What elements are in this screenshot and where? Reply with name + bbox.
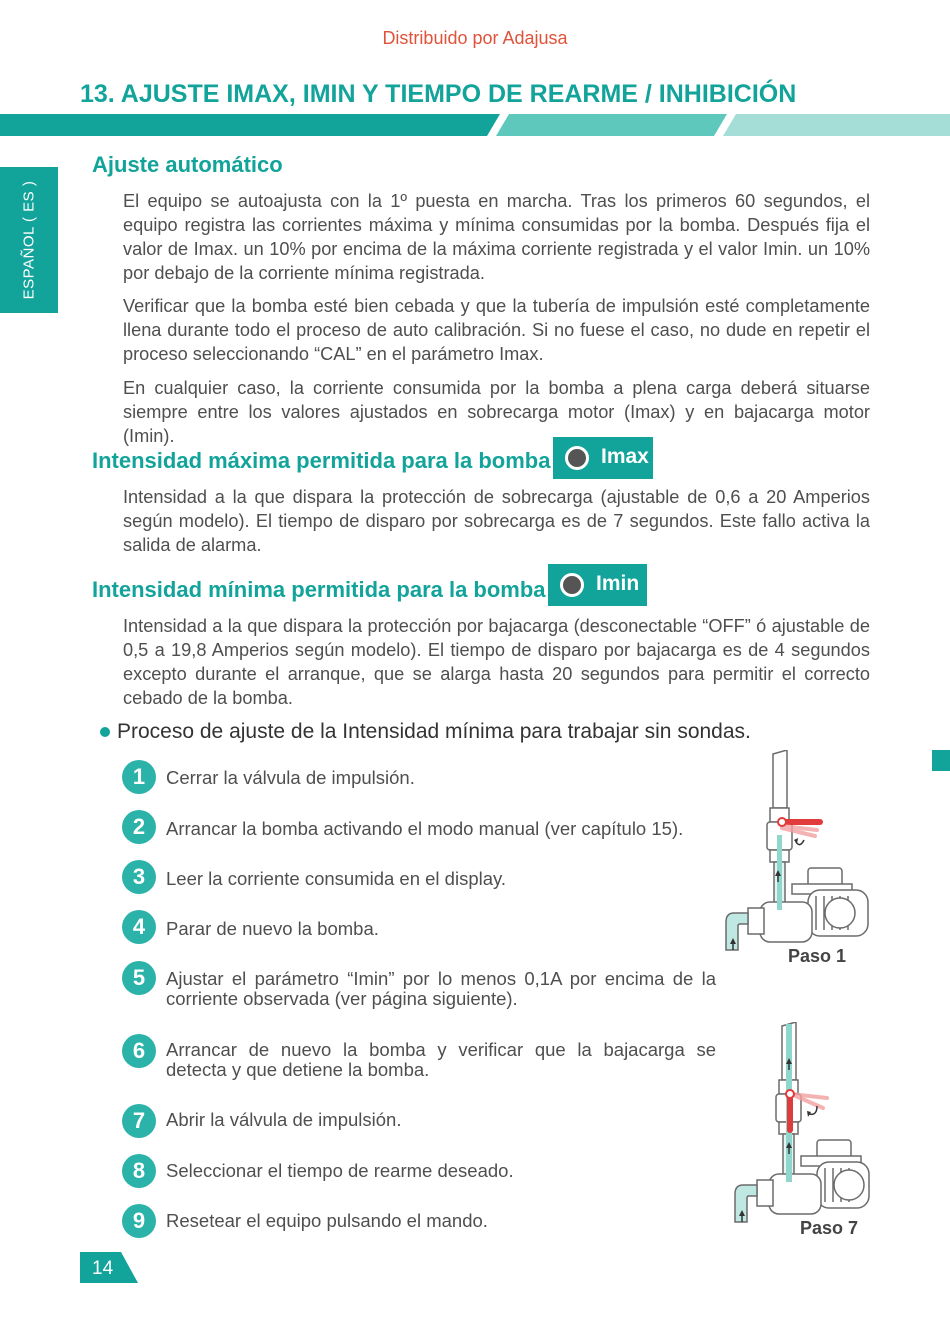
step-number: 4 [122,910,156,944]
section-heading-auto: Ajuste automático [92,152,283,177]
section-heading-imax: Intensidad máxima permitida para la bomba [92,448,551,473]
step-text: Abrir la válvula de impulsión. [166,1109,402,1130]
imin-badge-label: Imin [596,572,640,595]
figure-caption-step1: Paso 1 [788,946,847,966]
title-underline-band [0,114,950,136]
imax-badge-label: Imax [601,445,649,468]
step-text: Arrancar la bomba activando el modo manual (ver capítulo 15). [166,818,684,839]
step-number: 9 [122,1204,156,1238]
step-text: Leer la corriente consumida en el display. [166,868,507,889]
language-tab-label: ESPAÑOL ( ES ) [20,180,38,300]
step-number: 3 [122,860,156,894]
imin-description: Intensidad a la que dispara la protección por bajacarga (desconectable “OFF” ó ajustable de 0,5 a 19,8 Amperios según modelo). El tiempo de disparo por bajacarga es de 4 segundos excepto durante el arranque, que se alarga hasta 20 segundos para permitir el correcto cebado de la bomba. [123,616,870,708]
step-number: 7 [122,1104,156,1138]
step-number: 2 [122,810,156,844]
step-text: Parar de nuevo la bomba. [166,918,379,939]
knob-icon [565,446,589,470]
imin-badge [548,564,647,606]
pump-illustration-step7 [727,1022,887,1227]
step-number: 6 [122,1034,156,1068]
step-text: Resetear el equipo pulsando el mando. [166,1210,488,1231]
figure-caption-step7: Paso 7 [800,1218,859,1238]
step-text: Ajustar el parámetro “Imin” por lo menos 0,1A por encima de la corriente observada (ver página siguiente). [166,968,716,1009]
step-number: 5 [122,961,156,995]
pump-illustration-step1 [720,750,880,955]
bullet-icon [100,727,110,737]
page-number: 14 [92,1258,114,1279]
section-heading-imin: Intensidad mínima permitida para la bomba [92,577,546,602]
step-number: 8 [122,1154,156,1188]
auto-paragraph-2: Verificar que la bomba esté bien cebada y que la tubería de impulsión esté completamente llena durante todo el proceso de auto calibración. Si no fuese el caso, no dude en repetir el proceso seleccionando “CAL” en el parámetro Imax. [123,296,870,364]
knob-icon [560,573,584,597]
chapter-title: 13. AJUSTE IMAX, IMIN Y TIEMPO DE REARME / INHIBICIÓN [80,80,797,108]
auto-paragraph-1: El equipo se autoajusta con la 1º puesta en marcha. Tras los primeros 60 segundos, el equipo registra las corrientes máxima y mínima consumidas por la bomba. Después fija el valor de Imax. un 10% por encima de la máxima corriente registrada y el valor Imin. un 10% por debajo de la corriente mínima registrada. [123,191,870,283]
imax-description: Intensidad a la que dispara la protección de sobrecarga (ajustable de 0,6 a 20 Amperios según modelo). El tiempo de disparo por sobrecarga es de 7 segundos. Este fallo activa la salida de alarma. [123,487,870,555]
distributor-note: Distribuido por Adajusa [382,28,568,48]
language-tab [0,167,58,313]
step-text: Seleccionar el tiempo de rearme deseado. [166,1160,514,1181]
auto-paragraph-3: En cualquier caso, la corriente consumida por la bomba a plena carga deberá situarse siempre entre los valores ajustados en sobrecarga motor (Imax) y en bajacarga motor (Imin). [123,378,870,446]
process-title: Proceso de ajuste de la Intensidad mínima para trabajar sin sondas. [117,720,751,743]
step-number: 1 [122,760,156,794]
side-marker [932,750,950,771]
step-text: Arrancar de nuevo la bomba y verificar que la bajacarga se detecta y que detiene la bomba. [166,1039,716,1080]
imax-badge [553,437,653,479]
step-text: Cerrar la válvula de impulsión. [166,767,415,788]
